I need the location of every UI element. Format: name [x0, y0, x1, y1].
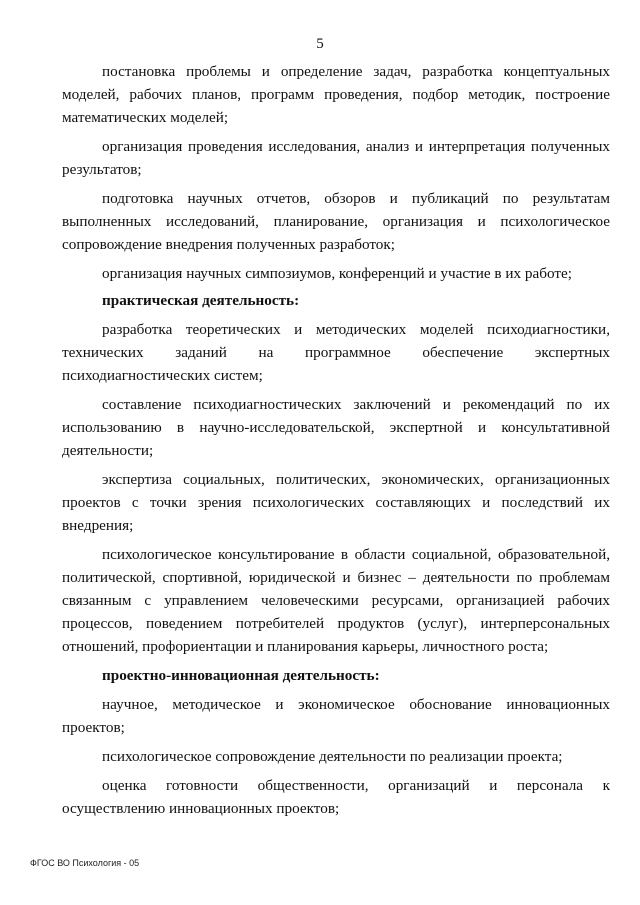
paragraph: организация проведения исследования, анализ и интерпретация полученных результатов; [62, 138, 610, 178]
list-item: психологическое сопровождение деятельности по реализации проекта; [102, 748, 563, 765]
paragraph: постановка проблемы и определение задач, разработка концептуальных моделей, рабочих планов, программ проведения, подбор методик, построение математических моделей; [62, 63, 610, 126]
list-item: научное, методическое и экономическое обоснование инновационных проектов; [62, 696, 610, 736]
section-heading-innovation: проектно-инновационная деятельность: [102, 667, 380, 684]
list-item: психологическое консультирование в области социальной, образовательной, политической, спортивной, юридической и бизнес – деятельности по проблемам связанным с управлением человеческими ресурсами, организацией рабочих процессов, поведением потребителей продуктов (услуг), интерперсональных отношений, профориентации и планирования карьеры, личностного роста; [62, 546, 610, 655]
document-body [62, 60, 610, 826]
footer-text: ФГОС ВО Психология - 05 [30, 858, 140, 868]
paragraph: подготовка научных отчетов, обзоров и публикаций по результатам выполненных исследований, планирование, организация и психологическое сопровождение внедрения полученных разработок; [62, 190, 610, 253]
list-item: разработка теоретических и методических моделей психодиагностики, технических заданий на программное обеспечение экспертных психодиагностических систем; [62, 321, 610, 384]
page-number: 5 [316, 36, 324, 52]
section-heading-practical: практическая деятельность: [102, 292, 300, 309]
paragraph: организация научных симпозиумов, конференций и участие в их работе; [102, 265, 572, 282]
list-item: оценка готовности общественности, организаций и персонала к осуществлению инновационных проектов; [62, 777, 610, 817]
list-item: экспертиза социальных, политических, экономических, организационных проектов с точки зрения психологических составляющих и последствий их внедрения; [62, 471, 610, 534]
list-item: составление психодиагностических заключений и рекомендаций по их использованию в научно-исследовательской, экспертной и консультативной деятельности; [62, 396, 610, 459]
